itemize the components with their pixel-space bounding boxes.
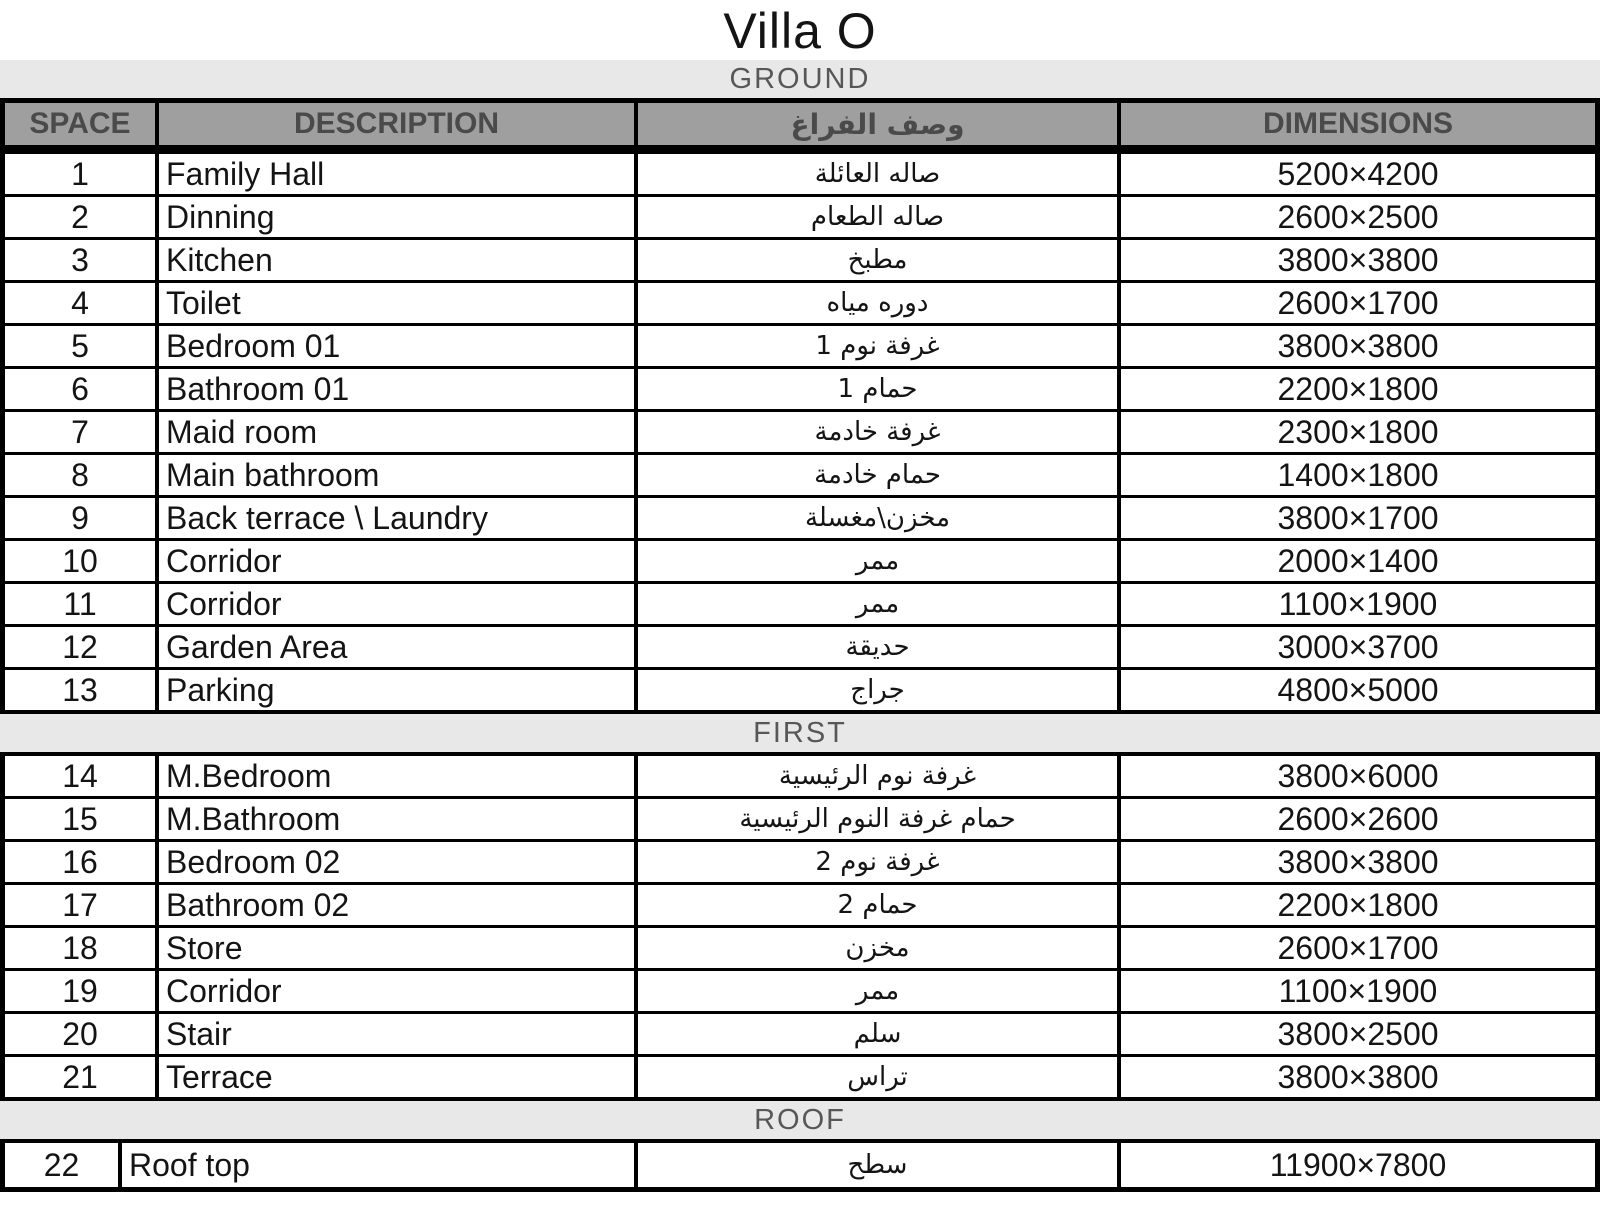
space-schedule-table	[0, 60, 1600, 1192]
column-header-dimensions-cell: DIMENSIONS	[1117, 103, 1595, 145]
description-cell: Bathroom 01	[155, 369, 634, 409]
table-row	[5, 839, 1595, 882]
arabic-description-cell: صاله الطعام	[634, 197, 1117, 237]
table-row	[5, 1143, 1595, 1187]
table-row	[5, 194, 1595, 237]
description-cell: Store	[155, 928, 634, 968]
description-cell: Parking	[155, 670, 634, 710]
description-cell: Family Hall	[155, 154, 634, 194]
arabic-description-cell: جراج	[634, 670, 1117, 710]
description-cell: Maid room	[155, 412, 634, 452]
space-cell: 15	[62, 800, 98, 837]
table-row	[5, 366, 1595, 409]
space-cell: 13	[62, 671, 98, 708]
arabic-description-cell: مطبخ	[634, 240, 1117, 280]
arabic-description-cell: ممر	[634, 971, 1117, 1011]
table-row	[5, 151, 1595, 194]
table-segment-roof	[0, 1139, 1600, 1192]
dimensions-cell: 2300×1800	[1117, 412, 1595, 452]
table-row	[5, 452, 1595, 495]
dimensions-cell: 2200×1800	[1117, 369, 1595, 409]
table-row	[5, 925, 1595, 968]
arabic-description-cell: دوره مياه	[634, 283, 1117, 323]
column-header-arabic-description-cell: وصف الفراغ	[634, 103, 1117, 145]
space-cell: 14	[62, 757, 98, 794]
table-row	[5, 1054, 1595, 1097]
space-cell: 21	[62, 1058, 98, 1095]
dimensions-cell: 3800×2500	[1117, 1014, 1595, 1054]
table-row	[5, 538, 1595, 581]
arabic-description-cell: حمام غرفة النوم الرئيسية	[634, 799, 1117, 839]
description-cell: Roof top	[118, 1143, 634, 1187]
arabic-description-cell: حمام 1	[634, 369, 1117, 409]
page-title: Villa O	[723, 3, 877, 59]
arabic-description-cell: مخزن\مغسلة	[634, 498, 1117, 538]
description-cell: Garden Area	[155, 627, 634, 667]
dimensions-cell: 2000×1400	[1117, 541, 1595, 581]
arabic-description-cell: صاله العائلة	[634, 154, 1117, 194]
dimensions-cell: 3800×3800	[1117, 326, 1595, 366]
dimensions-cell: 2600×2500	[1117, 197, 1595, 237]
table-row	[5, 796, 1595, 839]
description-cell: Corridor	[155, 971, 634, 1011]
space-cell: 4	[71, 284, 89, 321]
arabic-description-cell: غرفة نوم 1	[634, 326, 1117, 366]
space-cell: 2	[71, 198, 89, 235]
arabic-description-cell: غرفة خادمة	[634, 412, 1117, 452]
dimensions-cell: 2600×1700	[1117, 928, 1595, 968]
table-row	[5, 495, 1595, 538]
table-row	[5, 581, 1595, 624]
table-row	[5, 280, 1595, 323]
arabic-description-cell: حمام 2	[634, 885, 1117, 925]
arabic-description-cell: مخزن	[634, 928, 1117, 968]
dimensions-cell: 5200×4200	[1117, 154, 1595, 194]
arabic-description-cell: ممر	[634, 584, 1117, 624]
table-segment-first	[0, 752, 1600, 1101]
dimensions-cell: 4800×5000	[1117, 670, 1595, 710]
space-cell: 12	[62, 628, 98, 665]
table-row	[5, 409, 1595, 452]
table-row	[5, 667, 1595, 710]
description-cell: Bedroom 01	[155, 326, 634, 366]
dimensions-cell: 3800×3800	[1117, 1057, 1595, 1097]
arabic-description-cell: سلم	[634, 1014, 1117, 1054]
dimensions-cell: 3800×1700	[1117, 498, 1595, 538]
section-header-roof: ROOF	[0, 1101, 1600, 1139]
description-cell: Bedroom 02	[155, 842, 634, 882]
table-row	[5, 624, 1595, 667]
description-cell: Main bathroom	[155, 455, 634, 495]
description-cell: Bathroom 02	[155, 885, 634, 925]
section-header-ground: GROUND	[0, 60, 1600, 98]
space-cell: 3	[71, 241, 89, 278]
column-header-description-cell: DESCRIPTION	[155, 103, 634, 145]
dimensions-cell: 3800×3800	[1117, 842, 1595, 882]
table-row	[5, 882, 1595, 925]
space-cell: 17	[62, 886, 98, 923]
space-cell: 7	[71, 413, 89, 450]
dimensions-cell: 3800×6000	[1117, 756, 1595, 796]
description-cell: Corridor	[155, 541, 634, 581]
table-row	[5, 1011, 1595, 1054]
table-row	[5, 237, 1595, 280]
column-header-space-cell: SPACE	[29, 107, 131, 140]
dimensions-cell: 3000×3700	[1117, 627, 1595, 667]
description-cell: Corridor	[155, 584, 634, 624]
space-cell: 11	[63, 585, 97, 622]
table-segment-ground	[0, 98, 1600, 714]
space-cell: 10	[62, 542, 98, 579]
description-cell: Stair	[155, 1014, 634, 1054]
table-row	[5, 756, 1595, 796]
space-cell: 16	[62, 843, 98, 880]
description-cell: M.Bathroom	[155, 799, 634, 839]
description-cell: Back terrace \ Laundry	[155, 498, 634, 538]
table-row	[5, 323, 1595, 366]
space-cell: 5	[71, 327, 89, 364]
dimensions-cell: 1100×1900	[1117, 971, 1595, 1011]
description-cell: Dinning	[155, 197, 634, 237]
dimensions-cell: 2600×1700	[1117, 283, 1595, 323]
dimensions-cell: 1100×1900	[1117, 584, 1595, 624]
dimensions-cell: 3800×3800	[1117, 240, 1595, 280]
arabic-description-cell: حمام خادمة	[634, 455, 1117, 495]
description-cell: Toilet	[155, 283, 634, 323]
description-cell: M.Bedroom	[155, 756, 634, 796]
arabic-description-cell: تراس	[634, 1057, 1117, 1097]
dimensions-cell: 2600×2600	[1117, 799, 1595, 839]
space-cell: 22	[43, 1146, 80, 1183]
section-header-first: FIRST	[0, 714, 1600, 752]
space-cell: 6	[71, 370, 89, 407]
arabic-description-cell: حديقة	[634, 627, 1117, 667]
dimensions-cell: 1400×1800	[1117, 455, 1595, 495]
description-cell: Terrace	[155, 1057, 634, 1097]
space-cell: 8	[71, 456, 89, 493]
column-header-row	[5, 103, 1595, 151]
dimensions-cell: 11900×7800	[1117, 1143, 1595, 1187]
arabic-description-cell: غرفة نوم 2	[634, 842, 1117, 882]
table-row	[5, 968, 1595, 1011]
arabic-description-cell: غرفة نوم الرئيسية	[634, 756, 1117, 796]
space-cell: 18	[62, 929, 98, 966]
space-cell: 20	[62, 1015, 98, 1052]
description-cell: Kitchen	[155, 240, 634, 280]
arabic-description-cell: ممر	[634, 541, 1117, 581]
space-cell: 9	[71, 499, 89, 536]
dimensions-cell: 2200×1800	[1117, 885, 1595, 925]
space-cell: 19	[62, 972, 98, 1009]
space-cell: 1	[71, 155, 89, 192]
arabic-description-cell: سطح	[634, 1143, 1117, 1187]
